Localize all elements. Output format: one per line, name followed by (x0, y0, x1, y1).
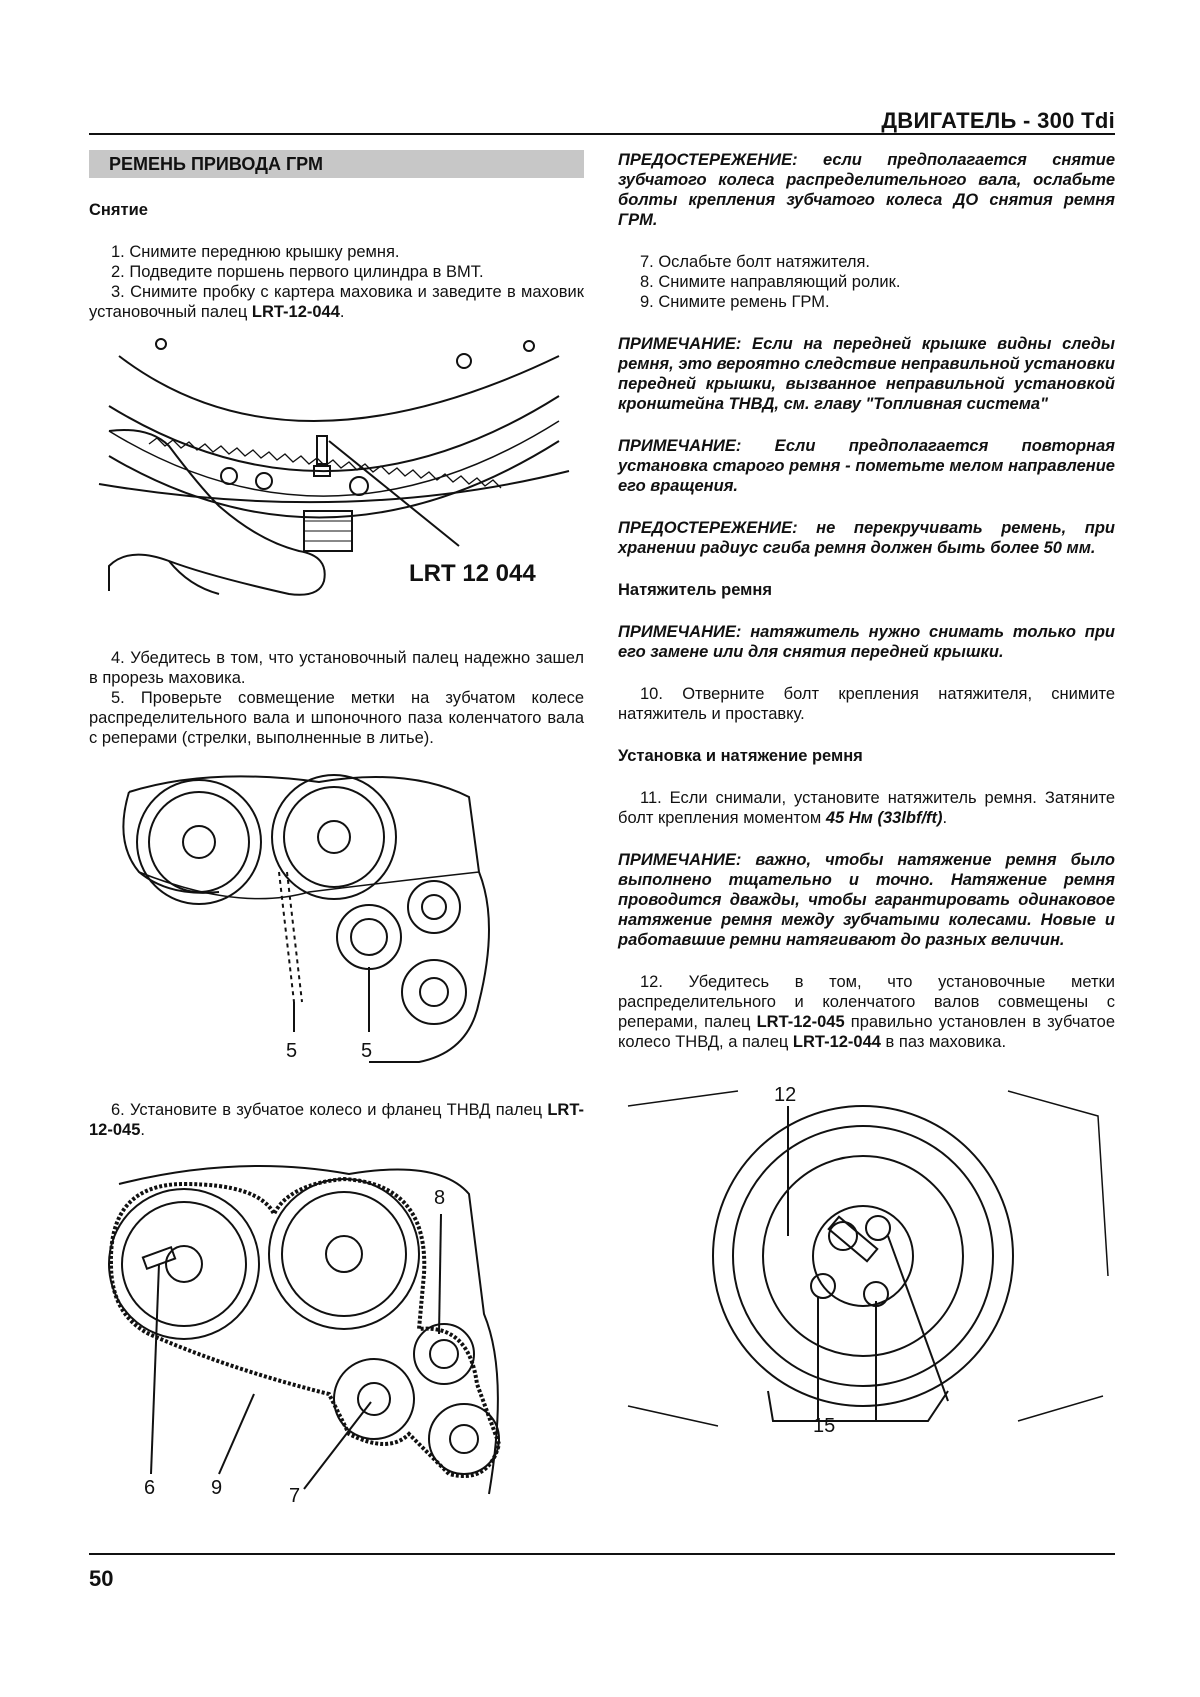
step-4: 4. Убедитесь в том, что установочный палец надежно зашел в прорезь маховика. (89, 649, 584, 687)
page-header: ДВИГАТЕЛЬ - 300 Tdi (881, 108, 1115, 133)
step-3: 3. Снимите пробку с картера маховика и заведите в маховик установочный палец LRT-12-044. (89, 283, 584, 321)
fig4-label-15: 15 (813, 1415, 836, 1436)
step-1: 1. Снимите переднюю крышку ремня. (111, 243, 400, 261)
note-1: ПРИМЕЧАНИЕ: Если на передней крышке видны следы ремня, это вероятно следствие неправильной установки передней крышки, вызванное неправильной установкой кронштейна ТНВД, см. главу "Топливная система" (618, 335, 1115, 413)
install-heading: Установка и натяжение ремня (618, 747, 863, 765)
left-column (89, 150, 584, 1504)
fig3-label-8: 8 (434, 1187, 446, 1209)
right-column (618, 150, 1115, 1436)
fig3-label-6: 6 (144, 1477, 156, 1499)
step-9: 9. Снимите ремень ГРМ. (640, 293, 830, 311)
page-number: 50 (89, 1566, 114, 1591)
step-11: 11. Если снимали, установите натяжитель ремня. Затяните болт крепления моментом 45 Нм (33lbf/ft). (618, 789, 1115, 827)
note-3: ПРИМЕЧАНИЕ: натяжитель нужно снимать только при его замене или для снятия передней крышки. (618, 623, 1115, 661)
step-8: 8. Снимите направляющий ролик. (640, 273, 901, 291)
warning-2: ПРЕДОСТЕРЕЖЕНИЕ: не перекручивать ремень, при хранении радиус сгиба ремня должен быть более 50 мм. (618, 519, 1115, 557)
fig2-label-a: 5 (286, 1040, 298, 1062)
fig3-label-9: 9 (211, 1477, 223, 1499)
removal-heading: Снятие (89, 201, 148, 219)
fig1-label: LRT 12 044 (409, 560, 536, 587)
fig2-label-b: 5 (361, 1040, 373, 1062)
gear-pins-figure (618, 1076, 1115, 1436)
step-7: 7. Ослабьте болт натяжителя. (640, 253, 870, 271)
section-title: РЕМЕНЬ ПРИВОДА ГРМ (89, 150, 584, 178)
footer-rule (89, 1553, 1115, 1555)
warning-1: ПРЕДОСТЕРЕЖЕНИЕ: если предполагается снятие зубчатого колеса распределительного вала, ослабьте болты крепления зубчатого колеса ДО снятия ремня ГРМ. (618, 151, 1115, 229)
note-4: ПРИМЕЧАНИЕ: важно, чтобы натяжение ремня было выполнено тщательно и точно. Натяжение ремня проводится дважды, чтобы гарантировать одинаковое натяжение ремня между зубчатыми колесами. Новые и работавшие ремни натягивают до разных величин. (618, 851, 1115, 949)
step-6: 6. Установите в зубчатое колесо и фланец ТНВД палец LRT-12-045. (89, 1101, 584, 1139)
note-2: ПРИМЕЧАНИЕ: Если предполагается повторная установка старого ремня - пометьте мелом направление его вращения. (618, 437, 1115, 495)
step-2: 2. Подведите поршень первого цилиндра в ВМТ. (111, 263, 484, 281)
step-5: 5. Проверьте совмещение метки на зубчатом колесе распределительного вала и шпоночного паза коленчатого вала с реперами (стрелки, выполненные в литье). (89, 689, 584, 747)
belt-routing-figure (89, 1154, 584, 1504)
step-12: 12. Убедитесь в том, что установочные метки распределительного и коленчатого валов совмещены с реперами, палец LRT-12-045 правильно установлен в зубчатое колесо ТНВД, а палец LRT-12-044 в паз маховика. (618, 973, 1116, 1051)
timing-marks-figure (89, 762, 584, 1072)
header-rule (89, 133, 1115, 135)
step-10: 10. Отверните болт крепления натяжителя, снимите натяжитель и проставку. (618, 685, 1115, 723)
flywheel-figure (89, 336, 584, 626)
fig4-label-12: 12 (774, 1084, 797, 1106)
fig3-label-7: 7 (289, 1485, 301, 1504)
tensioner-heading: Натяжитель ремня (618, 581, 772, 599)
